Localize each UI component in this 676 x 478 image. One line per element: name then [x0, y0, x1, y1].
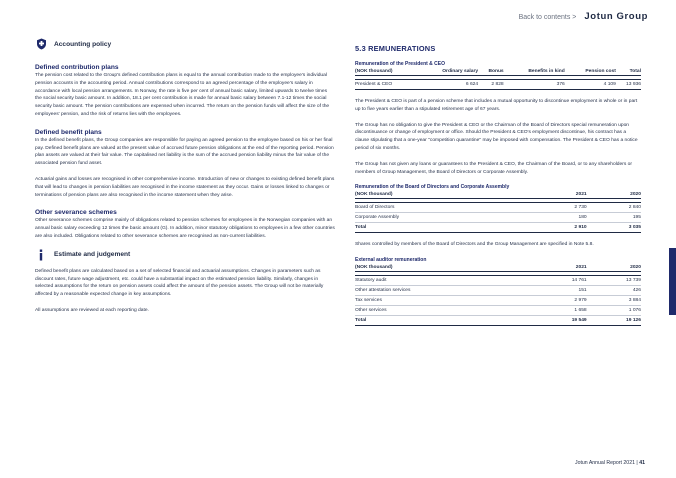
- table-cell: 376: [504, 80, 565, 90]
- table-row: [355, 80, 641, 90]
- table-header: 2020: [587, 190, 641, 199]
- shares-text: Shares controlled by members of the Board of Directors and the Group Management are specified in Note 5.8.: [355, 242, 594, 248]
- table-row: [355, 286, 641, 296]
- table-cell: 195: [587, 213, 641, 223]
- ceo-remuneration-caption: Remuneration of the President & CEO: [355, 61, 446, 67]
- table-cell: Tax services: [355, 296, 532, 306]
- info-icon: [35, 249, 47, 261]
- accounting-policy-heading: [35, 38, 335, 50]
- table-total-row: [355, 316, 641, 326]
- table-cell: 2 910: [532, 223, 586, 233]
- table-cell: 13 936: [616, 80, 641, 90]
- table-header: (NOK thousand): [355, 263, 532, 272]
- top-bar: [519, 11, 648, 22]
- table-row: [355, 276, 641, 286]
- table-cell: 2 828: [478, 80, 504, 90]
- estimate-judgement-heading: [35, 249, 335, 261]
- table-cell: 2 730: [532, 203, 586, 213]
- ceo-remuneration-table: [355, 67, 641, 90]
- table-total-row: [355, 223, 641, 233]
- shield-icon: [35, 38, 47, 50]
- table-cell: Corporate Assembly: [355, 213, 532, 223]
- table-cell: Other services: [355, 306, 532, 316]
- ceo-loans-text: The Group has not given any loans or guarantees to the President & CEO, the Chairman of the Board, or to any shareholders or members of Group Management, the Board of Directors or Corporate Assembly.: [355, 161, 633, 175]
- table-row: [355, 203, 641, 213]
- estimate-judgement-title: Estimate and judgement: [54, 251, 131, 259]
- accounting-policy-title: Accounting policy: [54, 40, 112, 48]
- table-header: Pension cost: [565, 67, 616, 76]
- page-footer: [575, 460, 645, 466]
- board-remuneration-caption: Remuneration of the Board of Directors and Corporate Assembly: [355, 184, 510, 191]
- ceo-pension-text: The President & CEO is part of a pension scheme that includes a mutual opportunity to discontinue employment in whole or in part up to five years earlier than a stipulated retirement age of 67 years.: [355, 99, 638, 112]
- table-cell: 19 126: [587, 316, 641, 326]
- auditor-remuneration-table: [355, 263, 641, 326]
- note-title: 5.3 REMUNERATIONS: [355, 44, 436, 53]
- table-header: Bonus: [478, 67, 504, 76]
- table-cell: 426: [587, 286, 641, 296]
- table-cell: 1 076: [587, 306, 641, 316]
- table-cell: 2 840: [587, 203, 641, 213]
- table-row: [355, 306, 641, 316]
- table-cell: 4 109: [565, 80, 616, 90]
- table-header: Benefits in kind: [504, 67, 565, 76]
- auditor-remuneration-caption: External auditor remuneration: [355, 257, 427, 264]
- table-cell: Board of Directors: [355, 203, 532, 213]
- table-cell: Other attestation services: [355, 286, 532, 296]
- page-number: 41: [639, 460, 645, 466]
- table-row: [355, 296, 641, 306]
- actuarial-text: Actuarial gains and losses are recognised in other comprehensive income. Introduction of new or changes to existing defined benefit plans that will lead to changes in pension liabilities are recognised in the income statement as they occur. Gains or losses linked to changes or terminations of pension plans are also recognised in the income statement when they arise.: [35, 176, 335, 198]
- table-cell: Statutory audit: [355, 276, 532, 286]
- table-header: Total: [616, 67, 641, 76]
- side-tab-marker[interactable]: [669, 248, 676, 315]
- report-name: Jotun Annual Report 2021: [574, 460, 635, 466]
- table-header: 2021: [532, 263, 586, 272]
- table-cell: 3 035: [587, 223, 641, 233]
- table-cell: President & CEO: [355, 80, 418, 90]
- table-cell: 180: [532, 213, 586, 223]
- table-header: 2020: [587, 263, 641, 272]
- footer-separator: |: [636, 460, 640, 466]
- table-cell: 3 884: [587, 296, 641, 306]
- table-header: (NOK thousand): [355, 190, 532, 199]
- left-column: [35, 38, 335, 315]
- defined-contribution-heading: Defined contribution plans: [35, 64, 119, 71]
- brand-name: Jotun Group: [584, 11, 648, 22]
- right-column: [355, 44, 641, 326]
- table-header: 2021: [532, 190, 586, 199]
- estimate-judgement-text: Defined benefit plans are calculated based on a set of selected financial and actuarial assumptions. Changes in parameters such as discount rates, future wage adjustment, etc. could have a substantial impact on the estimated pension liability. Similarly, changes in selected assumptions for the return on pension assets could affect the amount of the pension assets. The Group will not be materially affected by a reasonable expected change in key assumptions.: [35, 268, 324, 298]
- table-cell: 14 761: [532, 276, 586, 286]
- ceo-obligation-text: The Group has no obligation to give the President & CEO or the Chairman of the Board of Directors special remuneration upon discontinuance or change of employment or office. Should the President & CEO's employment discontinue, his contract has a clause stipulating that a one-year "competition quarantine" may be imposed with compensation. The President & CEO has a notice period of six months.: [355, 122, 638, 151]
- table-cell: 2 979: [532, 296, 586, 306]
- table-cell: 6 624: [418, 80, 478, 90]
- table-row: [355, 213, 641, 223]
- table-cell: Total: [355, 316, 532, 326]
- defined-benefit-text: In the defined benefit plans, the Group companies are responsible for paying an agreed pension to the employee based on his or her final pay. Defined benefit plans are valued at the present value of accrued future pension obligations at the end of the reporting period. Pension plan assets are valued at their fair value. The capitalised net liability is the sum of the accrued pension liability minus the fair value of the associated pension fund asset.: [35, 137, 334, 167]
- back-to-contents-link[interactable]: Back to contents >: [518, 14, 577, 21]
- table-cell: 151: [532, 286, 586, 296]
- table-cell: 1 658: [532, 306, 586, 316]
- table-header: (NOK thousand): [355, 67, 418, 76]
- defined-contribution-text: The pension cost related to the Group's defined contribution plans is equal to the annual contribution made to the employee's individual pension accounts in the accounting period. Annual contributions correspond to an agreed percentage of the employee's salary in accordance with local pension arrangements. In Norway, the rate is five per cent of annual basic salary, limited upwards to twelve times the social security basic amount. In addition, 18.1 per cent contribution is made for annual basic salary between 7.1-12 times the social security basic amount. The pension contributions are expensed when incurred. The return on the pension funds will affect the size of the employees' pension, and the risk of returns lies with the employees.: [35, 73, 330, 117]
- defined-benefit-heading: Defined benefit plans: [35, 128, 102, 136]
- other-severance-text: Other severance schemes comprise mainly of obligations related to pension schemes for employees in the Norwegian companies with an annual basic salary exceeding 12 times the basic amount (G). In addition, minor statutory obligations to employees in a few other countries are also included. Obligations related to other severance schemes are recognised as non-current liabilities.: [35, 218, 335, 239]
- other-severance-heading: Other severance schemes: [35, 209, 117, 217]
- table-cell: 13 739: [587, 276, 641, 286]
- table-cell: 19 549: [532, 316, 586, 326]
- table-cell: Total: [355, 223, 532, 233]
- table-header: Ordinary salary: [418, 67, 478, 76]
- board-remuneration-table: [355, 190, 641, 233]
- assumptions-text: All assumptions are reviewed at each reporting date.: [35, 307, 149, 313]
